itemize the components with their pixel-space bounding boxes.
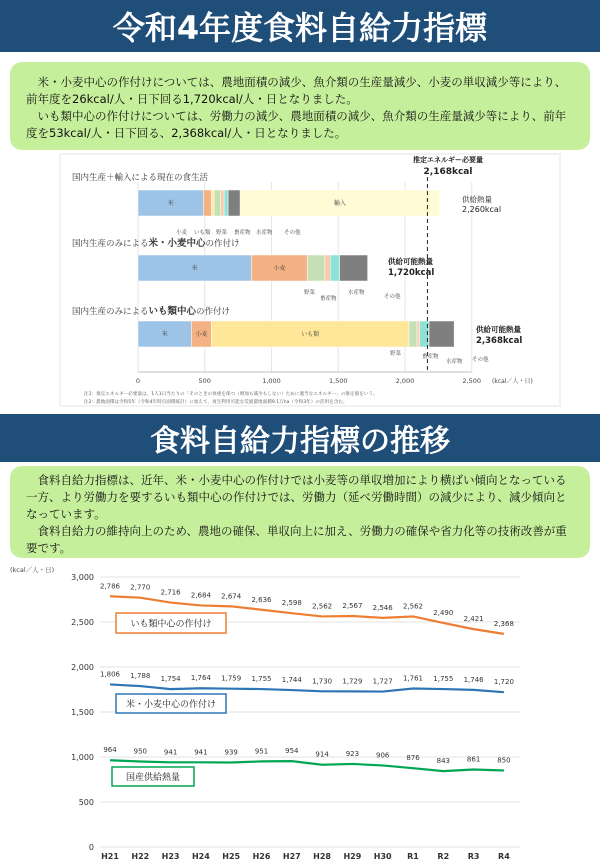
- row1-label-wheat: 小麦: [176, 230, 188, 236]
- row2-label-other: その他: [384, 294, 401, 300]
- row1-supply-label: 供給熱量: [462, 195, 492, 204]
- x-tick-label: R4: [498, 852, 510, 861]
- data-label: 914: [315, 750, 329, 759]
- data-label: 1,759: [221, 674, 242, 683]
- data-label: 2,786: [99, 582, 121, 591]
- data-label: 1,727: [372, 677, 393, 686]
- bar-segment-label: 米: [167, 200, 174, 207]
- data-label: 2,562: [312, 602, 333, 611]
- row1-title: 国内生産＋輸入による現在の食生活: [72, 173, 209, 183]
- data-label: 923: [345, 749, 360, 758]
- data-label: 2,567: [342, 601, 363, 610]
- trend-paragraph-1: 食料自給力指標は、近年、米・小麦中心の作付けでは小麦等の単収増加により横ばい傾向となっている一方、より労働力を要するいも類中心の作付けでは、労働力（延べ労働時間）の減少により、減少傾向となっています。: [26, 473, 567, 521]
- row3-supply-value: 2,368kcal: [476, 336, 523, 346]
- trend-paragraph-2: 食料自給力の維持向上のため、農地の確保、単収向上に加え、労働力の確保や省力化等の技術改善が重要です。: [26, 524, 567, 555]
- row3-label-other: その他: [472, 357, 489, 363]
- data-label: 850: [497, 756, 511, 765]
- bar-segment: [228, 190, 240, 216]
- summary-box-2: [10, 466, 590, 558]
- bar-segment: [308, 255, 325, 281]
- data-label: 2,674: [221, 592, 242, 601]
- data-label: 1,764: [190, 674, 211, 683]
- row1-label-potato: いも類: [194, 230, 211, 236]
- row3-supply-label: 供給可能熱量: [476, 325, 521, 334]
- x-tick-label: H30: [373, 852, 392, 861]
- data-label: 941: [163, 748, 178, 757]
- data-label: 2,636: [251, 595, 272, 604]
- data-label: 2,562: [402, 602, 424, 611]
- row3-label-fish: 水産物: [446, 359, 463, 365]
- bar-segment: [340, 255, 368, 281]
- data-label: 1,746: [463, 675, 484, 684]
- data-label: 2,421: [463, 615, 484, 624]
- data-label: 951: [254, 747, 269, 756]
- x-tick-label: H28: [313, 852, 332, 861]
- bar-segment: [330, 255, 339, 281]
- required-energy-label: 推定エネルギー必要量: [413, 156, 483, 164]
- axis-tick-label: 2,000: [395, 377, 415, 385]
- row3-title: 国内生産のみによるいも類中心の作付け: [72, 306, 231, 317]
- y-tick-label: 2,500: [71, 618, 94, 627]
- y-tick-label: 0: [88, 843, 94, 852]
- data-label: 2,546: [372, 603, 393, 612]
- bar-segment-label: 輸入: [333, 200, 346, 207]
- data-label: 1,720: [493, 678, 514, 687]
- section1-title: 令和4年度食料自給力指標: [0, 0, 600, 52]
- axis-tick-label: 1,500: [328, 377, 348, 385]
- data-label: 1,761: [402, 674, 424, 683]
- x-tick-label: H27: [282, 852, 301, 861]
- bar-segment: [221, 190, 224, 216]
- data-label: 950: [133, 747, 147, 756]
- axis-tick-label: 0: [135, 377, 141, 385]
- row2-supply-label: 供給可能熱量: [388, 257, 433, 266]
- data-label: 954: [285, 747, 299, 756]
- row1-label-fish: 水産物: [256, 230, 273, 236]
- bar-segment-label: 米: [161, 331, 168, 338]
- data-label: 2,716: [160, 588, 181, 597]
- data-label: 876: [406, 754, 420, 763]
- x-tick-label: H21: [101, 852, 119, 861]
- x-tick-label: H25: [222, 852, 241, 861]
- required-energy-value: 2,168kcal: [423, 167, 473, 177]
- axis-tick-label: 2,500: [462, 377, 482, 385]
- series-line: [110, 684, 504, 692]
- data-label: 2,598: [281, 599, 302, 608]
- data-label: 1,730: [312, 677, 333, 686]
- y-tick-label: 500: [78, 798, 94, 807]
- x-tick-label: R1: [407, 852, 419, 861]
- row1-label-veg: 野菜: [216, 230, 228, 236]
- line-chart: [0, 560, 600, 866]
- data-label: 843: [436, 757, 450, 766]
- row3-label-veg: 野菜: [390, 351, 402, 357]
- summary-paragraph-2: いも類中心の作付けについては、労働力の減少、農地面積の減少、魚介類の生産量減少等により、前年度を53kcal/人・日下回る、2,368kcal/人・日となりました。: [26, 109, 567, 140]
- x-tick-label: H23: [161, 852, 180, 861]
- x-tick-label: H22: [131, 852, 150, 861]
- x-tick-label: H29: [343, 852, 362, 861]
- bar-segment: [224, 190, 228, 216]
- axis-tick-label: 500: [198, 377, 211, 385]
- data-label: 941: [194, 748, 208, 757]
- note-1: 注1：推定エネルギー必要量は、1人1日当たりの「そのときの体重を保つ（増加も減少もしない）ために適当なエネルギー」の推定値をいう。: [84, 392, 378, 397]
- axis-unit: (kcal／人・日): [492, 378, 533, 385]
- data-label: 2,684: [190, 591, 211, 600]
- row2-supply-value: 1,720kcal: [388, 268, 435, 278]
- data-label: 906: [376, 751, 390, 760]
- data-label: 2,368: [493, 619, 514, 628]
- row2-label-fish: 水産物: [348, 290, 365, 296]
- data-label: 861: [466, 755, 481, 764]
- data-label: 1,806: [99, 670, 121, 679]
- row2-title: 国内生産のみによる米・小麦中心の作付け: [72, 238, 240, 249]
- summary-paragraph-1: 米・小麦中心の作付けについては、農地面積の減少、魚介類の生産量減少、小麦の単収減少等により、前年度を26kcal/人・日下回る1,720kcal/人・日となりました。: [26, 75, 567, 106]
- legend-label: 国産供給熱量: [125, 773, 181, 783]
- legend-label: いも類中心の作付け: [130, 619, 212, 630]
- bar-segment-label: 米: [191, 265, 198, 272]
- note-2: 注2：農地面積は令和5年（令和4年時点面積統計）に加えて、再生利用可能な荒廃農地面積9.1万ha（令和3年）の活用を含む。: [84, 400, 348, 405]
- row3-label-livestock: 畜産物: [422, 354, 439, 360]
- data-label: 1,744: [281, 676, 302, 685]
- y-tick-label: 3,000: [71, 573, 94, 582]
- x-tick-label: H26: [252, 852, 271, 861]
- bar-segment: [203, 190, 211, 216]
- x-tick-label: H24: [191, 852, 210, 861]
- bar-segment-label: いも類: [301, 331, 320, 338]
- legend-label: 米・小麦中心の作付け: [125, 700, 217, 710]
- data-label: 1,729: [342, 677, 363, 686]
- row2-label-livestock: 畜産物: [320, 296, 337, 302]
- row1-supply-value: 2,260kcal: [462, 205, 502, 214]
- stacked-bar-chart: [0, 152, 600, 410]
- data-label: 964: [103, 746, 117, 755]
- bar-segment: [409, 321, 417, 347]
- data-label: 1,788: [130, 672, 151, 681]
- y-tick-label: 1,500: [71, 708, 94, 717]
- line-chart-unit: (kcal／人・日): [10, 566, 55, 574]
- summary-box-1: [10, 62, 590, 150]
- data-label: 1,754: [160, 675, 181, 684]
- bar-segment-label: 小麦: [195, 331, 208, 338]
- section2-title: 食料自給力指標の推移: [0, 414, 600, 462]
- data-label: 2,490: [433, 608, 454, 617]
- data-label: 1,755: [433, 675, 454, 684]
- bar-segment: [417, 321, 420, 347]
- x-tick-label: R3: [467, 852, 480, 861]
- bar-segment: [211, 190, 214, 216]
- row2-label-veg: 野菜: [304, 290, 316, 296]
- row1-label-livestock: 畜産物: [234, 230, 251, 236]
- row1-label-other: その他: [284, 230, 301, 236]
- axis-tick-label: 1,000: [262, 377, 281, 385]
- x-tick-label: R2: [437, 852, 450, 861]
- y-tick-label: 2,000: [71, 663, 94, 672]
- bar-segment: [214, 190, 221, 216]
- data-label: 2,770: [130, 583, 151, 592]
- bar-segment: [429, 321, 454, 347]
- y-tick-label: 1,000: [71, 753, 94, 762]
- data-label: 939: [224, 748, 238, 757]
- bar-segment: [325, 255, 330, 281]
- data-label: 1,755: [251, 675, 272, 684]
- bar-segment-label: 小麦: [273, 265, 286, 272]
